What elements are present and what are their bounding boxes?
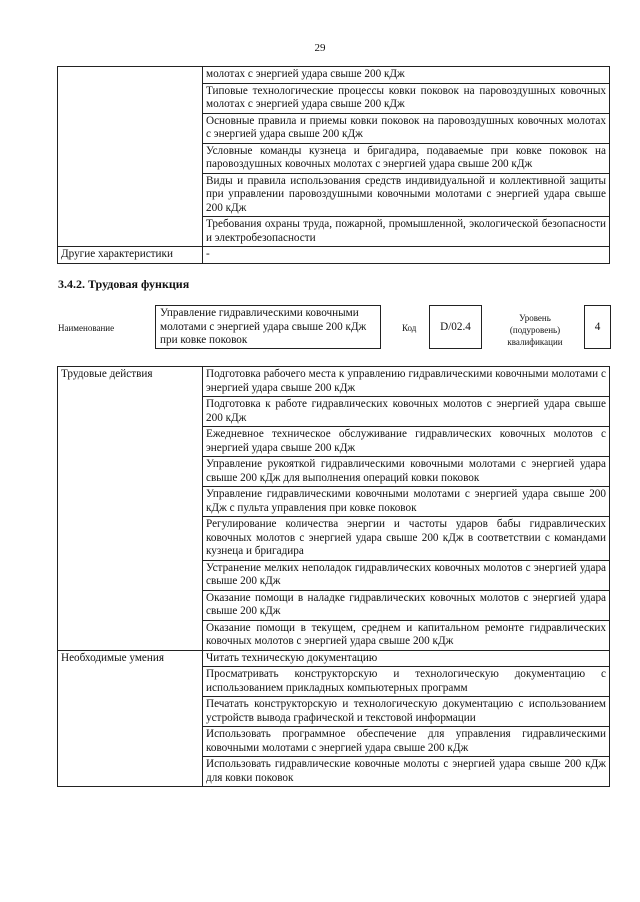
section-title: 3.4.2. Трудовая функция <box>58 277 190 291</box>
table-cell: Оказание помощи в наладке гидравлических ковочных молотов с энергией удара свыше 200 кДж <box>203 590 610 620</box>
table-cell: Требования охраны труда, пожарной, промышленной, экологической безопасности и электробезопасности <box>203 217 610 247</box>
table-cell: Использовать программное обеспечение для управления гидравлическими ковочными молотами с энергией удара свыше 200 кДж <box>203 727 610 757</box>
table-cell: Печатать конструкторскую и технологическую документацию с использованием устройств вывода графической и текстовой информации <box>203 697 610 727</box>
function-name-box: Управление гидравлическими ковочными молотами с энергией удара свыше 200 кДж при ковке поковок <box>155 305 381 349</box>
other-characteristics-value: - <box>203 247 610 264</box>
page-number: 29 <box>314 42 326 54</box>
table-cell: Управление гидравлическими ковочными молотами с энергией удара свыше 200 кДж с пульта управления при ковке поковок <box>203 487 610 517</box>
table-cell: Подготовка рабочего места к управлению гидравлическими ковочными молотами с энергией удара свыше 200 кДж <box>203 367 610 397</box>
table-row <box>58 247 610 264</box>
code-label: Код <box>402 323 417 333</box>
table-cell: Основные правила и приемы ковки поковок на паровоздушных ковочных молотах с энергией удара свыше 200 кДж <box>203 113 610 143</box>
labor-function-table <box>57 366 610 787</box>
level-label: Уровень (подуровень) квалификации <box>507 313 563 347</box>
table-row <box>58 367 610 397</box>
required-skills-label: Необходимые умения <box>58 650 203 787</box>
function-code-box: D/02.4 <box>429 305 482 349</box>
knowledge-label-cell <box>58 67 203 247</box>
table-cell: молотах с энергией удара свыше 200 кДж <box>203 67 610 84</box>
table-cell: Использовать гидравлические ковочные молоты с энергией удара свыше 200 кДж для ковки поковок <box>203 757 610 787</box>
other-characteristics-label: Другие характеристики <box>58 247 203 264</box>
table-cell: Просматривать конструкторскую и технологическую документацию с использованием прикладных компьютерных программ <box>203 667 610 697</box>
table-cell: Виды и правила использования средств индивидуальной и коллективной защиты при управлении паровоздушными ковочными молотами с энергией удара свыше 200 кДж <box>203 173 610 217</box>
table-cell: Типовые технологические процессы ковки поковок на паровоздушных ковочных молотах с энергией удара свыше 200 кДж <box>203 83 610 113</box>
name-label: Наименование <box>58 323 115 333</box>
knowledge-table-continuation <box>57 66 610 264</box>
table-cell: Читать техническую документацию <box>203 650 610 667</box>
table-cell: Управление рукояткой гидравлическими ковочными молотами с энергией удара свыше 200 кДж для выполнения операций ковки поковок <box>203 457 610 487</box>
table-cell: Подготовка к работе гидравлических ковочных молотов с энергией удара свыше 200 кДж <box>203 397 610 427</box>
table-cell: Условные команды кузнеца и бригадира, подаваемые при ковке поковок на паровоздушных ковочных молотах с энергией удара свыше 200 кДж <box>203 143 610 173</box>
table-row <box>58 67 610 84</box>
table-cell: Устранение мелких неполадок гидравлических ковочных молотов с энергией удара свыше 200 кДж <box>203 560 610 590</box>
table-row <box>58 650 610 667</box>
level-value-box: 4 <box>584 305 611 349</box>
table-cell: Регулирование количества энергии и частоты ударов бабы гидравлических ковочных молотов с энергией удара свыше 200 кДж в соответствии с командами кузнеца и бригадира <box>203 517 610 561</box>
table-cell: Ежедневное техническое обслуживание гидравлических ковочных молотов с энергией удара свыше 200 кДж <box>203 427 610 457</box>
table-cell: Оказание помощи в текущем, среднем и капитальном ремонте гидравлических ковочных молотов с энергией удара свыше 200 кДж <box>203 620 610 650</box>
labor-actions-label: Трудовые действия <box>58 367 203 651</box>
